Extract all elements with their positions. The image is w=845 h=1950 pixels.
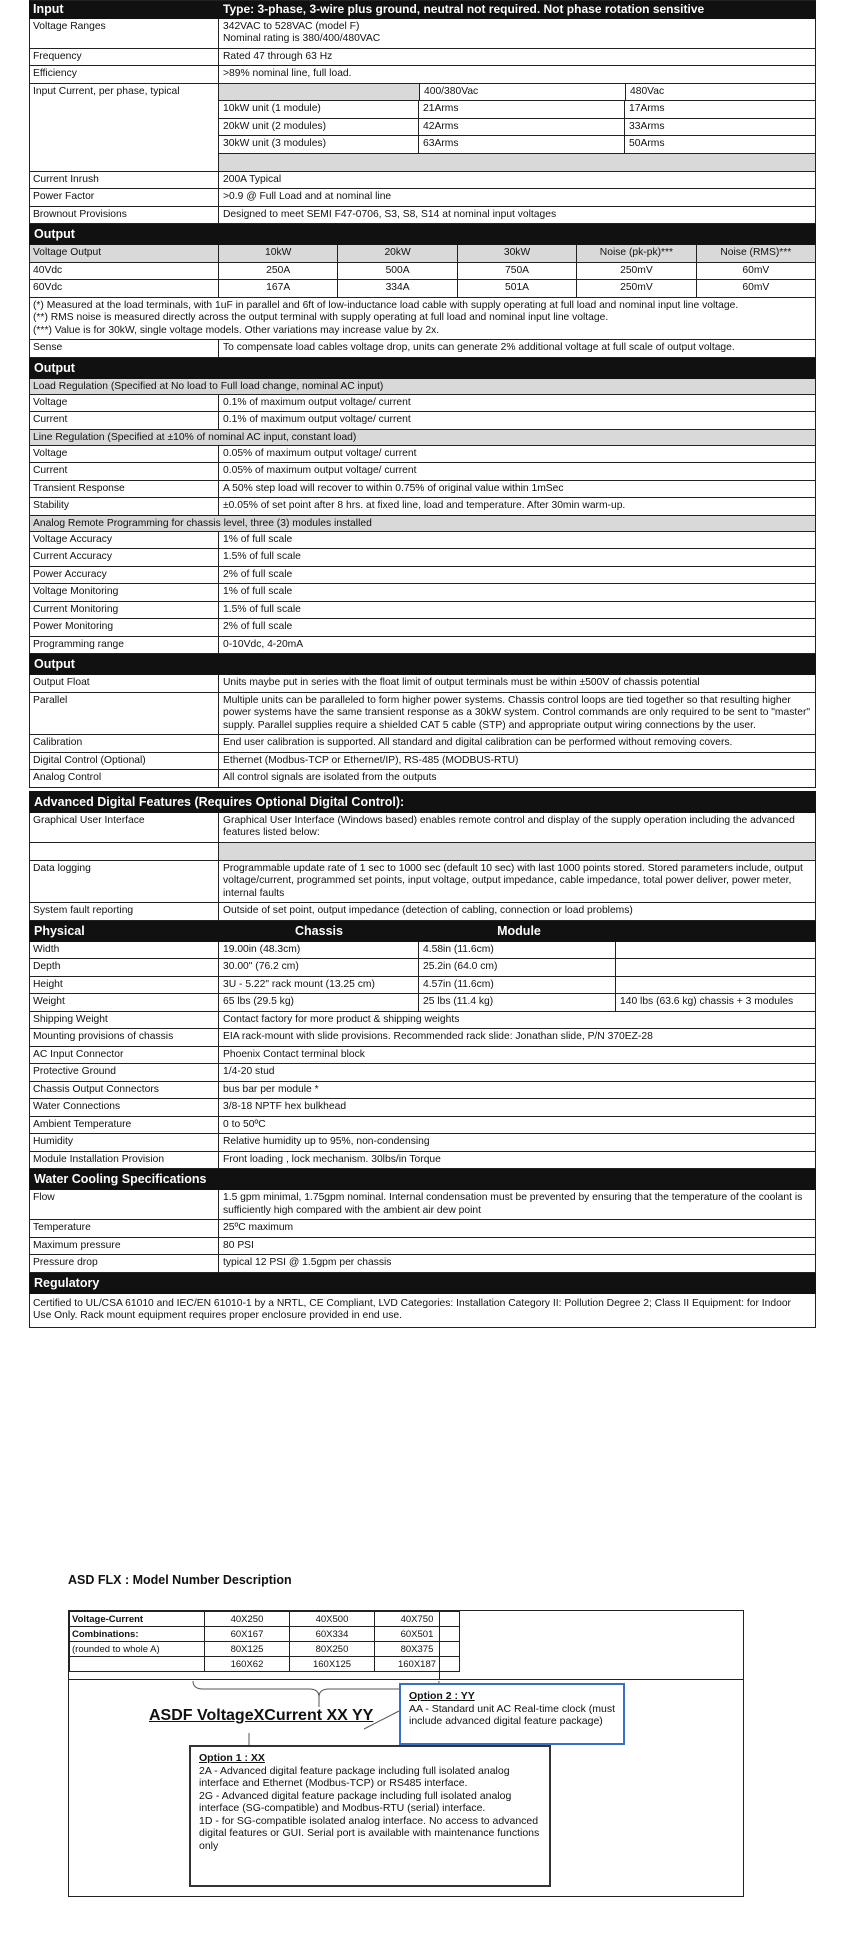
row-label: Input Current, per phase, typical <box>30 84 219 171</box>
spec-row: Calibration End user calibration is supported. All standard and digital calibration can be performed without removing covers. <box>29 735 816 753</box>
spec-row: Transient Response A 50% step load will recover to within 0.75% of original value within 1mSec <box>29 481 816 499</box>
spec-row: Voltage 0.1% of maximum output voltage/ current <box>29 395 816 413</box>
spec-row: Digital Control (Optional) Ethernet (Modbus-TCP or Ethernet/IP), RS-485 (MODBUS-RTU) <box>29 753 816 771</box>
physical-row: Weight 65 lbs (29.5 kg) 25 lbs (11.4 kg) 140 lbs (63.6 kg) chassis + 3 modules <box>29 994 816 1012</box>
row-value: >89% nominal line, full load. <box>223 68 352 79</box>
load-regulation-subheader: Load Regulation (Specified at No load to Full load change, nominal AC input) <box>29 379 816 395</box>
spec-row: Output Float Units maybe put in series with the float limit of output terminals must be within ±500V of chassis potential <box>29 675 816 693</box>
row-label: Efficiency <box>30 66 219 83</box>
spec-row: Flow 1.5 gpm minimal, 1.75gpm nominal. Internal condensation must be prevented by ensuring that the temperature of the coolant is sufficiently high compared with the ambient air dew point <box>29 1190 816 1220</box>
option2-box <box>399 1683 625 1745</box>
row-label: Brownout Provisions <box>30 207 219 224</box>
spec-row: Graphical User Interface Graphical User Interface (Windows based) enables remote control and display of the supply operation including the advanced features listed below: <box>29 813 816 843</box>
spec-row: Water Connections 3/8-18 NPTF hex bulkhead <box>29 1099 816 1117</box>
combination-grid: Voltage-Current 40X250 40X500 40X750 Combinations: 60X167 60X334 60X501 (rounded to whole A) 80X125 80X250 80X375 160X62 160X125 160X187 <box>69 1611 460 1672</box>
part-number: ASDF VoltageXCurrent XX YY <box>149 1707 374 1724</box>
spec-row: Chassis Output Connectors bus bar per module * <box>29 1082 816 1100</box>
spec-row: Voltage Monitoring 1% of full scale <box>29 584 816 602</box>
option1-line: 1D - for SG-compatible isolated analog interface. No access to advanced digital features or GUI. Serial port is available with maintenance functions only <box>199 1814 540 1852</box>
input-header <box>29 0 816 19</box>
col-header: 20kW <box>338 245 457 262</box>
row-value: Designed to meet SEMI F47-0706, S3, S8, S14 at nominal input voltages <box>223 208 557 220</box>
current-row: 10kW unit (1 module) 21Arms 17Arms <box>219 101 815 119</box>
regulatory-text: Certified to UL/CSA 61010 and IEC/EN 61010-1 by a NRTL, CE Compliant, LVD Categories: Installation Category II: Pollution Degree 2; Class II Equipment: for Indoor Use Only. Rack mount equipment requires proper enclosure provided in end use. <box>29 1294 816 1328</box>
brownout-row <box>29 207 816 225</box>
spec-row: Parallel Multiple units can be paralleled to form higher power systems. Chassis control loops are tied together so that resulting higher power systems have the same transient response as a 30kW system. Control commands are only required to be sent to "master" supply. Parallel supplies require a shielded CAT 5 cable (STP) and appropriate output wiring connections by the user. <box>29 693 816 736</box>
spec-row: Power Monitoring 2% of full scale <box>29 619 816 637</box>
row-label: Voltage Output <box>30 245 219 262</box>
spec-row: Stability ±0.05% of set point after 8 hrs. at fixed line, load and temperature. After 30min warm-up. <box>29 498 816 516</box>
spec-row: Current 0.05% of maximum output voltage/ current <box>29 463 816 481</box>
row-value: To compensate load cables voltage drop, units can generate 2% additional voltage at full scale of output voltage. <box>223 342 735 353</box>
physical-row: Depth 30.00" (76.2 cm) 25.2in (64.0 cm) <box>29 959 816 977</box>
input-type: Type: 3-phase, 3-wire plus ground, neutral not required. Not phase rotation sensitive <box>223 2 705 16</box>
option1-title: Option 1 : XX <box>199 1752 265 1764</box>
spec-row: Shipping Weight Contact factory for more product & shipping weights <box>29 1012 816 1030</box>
current-row: 30kW unit (3 modules) 63Arms 50Arms <box>219 136 815 154</box>
row-label: Sense <box>30 340 219 357</box>
current-row: 20kW unit (2 modules) 42Arms 33Arms <box>219 119 815 137</box>
vc-label: Voltage-Current <box>70 1612 205 1627</box>
regulatory-title: Regulatory <box>29 1273 816 1294</box>
spec-row: Temperature 25ºC maximum <box>29 1220 816 1238</box>
physical-row: Height 3U - 5.22" rack mount (13.25 cm) 4.57in (11.6cm) <box>29 977 816 995</box>
spec-row: System fault reporting Outside of set point, output impedance (detection of cabling, connection or load problems) <box>29 903 816 921</box>
output-notes: (*) Measured at the load terminals, with 1uF in parallel and 6ft of low-inductance load cable with supply operating at full load and nominal input line voltage. (**) RMS noise is measured directly across the output terminal with supply operating at full load and nominal input line voltage. (***) Value is for 30kW, single voltage models. Other variations may increase value by 2x. <box>29 298 816 341</box>
input-current-table <box>219 84 815 171</box>
analog-programming-subheader: Analog Remote Programming for chassis level, three (3) modules installed <box>29 516 816 532</box>
physical-header <box>29 921 816 942</box>
spec-row: Ambient Temperature 0 to 50ºC <box>29 1117 816 1135</box>
spec-row: Current Accuracy 1.5% of full scale <box>29 549 816 567</box>
row-value: Rated 47 through 63 Hz <box>223 50 333 62</box>
spec-row: Data logging Programmable update rate of 1 sec to 1000 sec (default 10 sec) with last 1000 points stored. Stored parameters include, output voltage/current, programmed set points, input voltage, output impedance, cable impedance, total power deliver, power meter, internal faults <box>29 861 816 904</box>
spec-row: Module Installation Provision Front loading , lock mechanism. 30lbs/in Torque <box>29 1152 816 1170</box>
spec-sheet <box>29 0 816 1328</box>
option1-line: 2G - Advanced digital feature package including full isolated analog interface (SG-compatible) and Modbus-RTU (serial) interface. <box>199 1789 512 1814</box>
physical-row: Width 19.00in (48.3cm) 4.58in (11.6cm) <box>29 942 816 960</box>
module-header: Module <box>497 923 541 938</box>
output-section-title: Output <box>29 358 816 379</box>
efficiency-row <box>29 66 816 84</box>
option1-box <box>189 1745 551 1887</box>
spec-row: Analog Control All control signals are isolated from the outputs <box>29 770 816 788</box>
voltage-output-header <box>29 245 816 263</box>
model-title: ASD FLX : Model Number Description <box>68 1573 292 1587</box>
advanced-section-title: Advanced Digital Features (Requires Optional Digital Control): <box>29 791 816 813</box>
row-label: Current Inrush <box>30 172 219 189</box>
row-label: Power Factor <box>30 189 219 206</box>
option1-line: 2A - Advanced digital feature package including full isolated analog interface and Ethernet (Modbus-TCP) or RS485 interface. <box>199 1764 510 1789</box>
power-factor-row <box>29 189 816 207</box>
model-diagram <box>68 1610 744 1897</box>
row-label: Voltage Ranges <box>30 19 219 48</box>
row-value: 342VAC to 528VAC (model F) Nominal rating is 380/400/480VAC <box>223 20 381 44</box>
line-regulation-subheader: Line Regulation (Specified at ±10% of nominal AC input, constant load) <box>29 430 816 446</box>
sense-row <box>29 340 816 358</box>
chassis-header: Chassis <box>295 923 343 938</box>
input-title: Input <box>33 2 64 16</box>
spec-row: Mounting provisions of chassis EIA rack-mount with slide provisions. Recommended rack slide: Jonathan slide, P/N 370EZ-28 <box>29 1029 816 1047</box>
blank-row <box>29 843 816 861</box>
spec-row: Voltage 0.05% of maximum output voltage/ current <box>29 446 816 464</box>
spec-row: Pressure drop typical 12 PSI @ 1.5gpm per chassis <box>29 1255 816 1273</box>
vc-label: Combinations: <box>70 1627 205 1642</box>
col-header: Noise (pk-pk)*** <box>577 245 696 262</box>
spec-row: Humidity Relative humidity up to 95%, non-condensing <box>29 1134 816 1152</box>
output-section-title: Output <box>29 224 816 245</box>
spec-row: AC Input Connector Phoenix Contact terminal block <box>29 1047 816 1065</box>
option2-text: AA - Standard unit AC Real-time clock (must include advanced digital feature package) <box>409 1702 615 1727</box>
frequency-row <box>29 49 816 67</box>
col-header: 400/380Vac <box>420 84 626 101</box>
spec-row: Current 0.1% of maximum output voltage/ current <box>29 412 816 430</box>
col-header: 30kW <box>458 245 577 262</box>
vc-label: (rounded to whole A) <box>70 1642 205 1657</box>
col-header: 480Vac <box>630 85 665 97</box>
row-value: 200A Typical <box>223 173 282 185</box>
water-cooling-title: Water Cooling Specifications <box>29 1169 816 1190</box>
physical-title: Physical <box>34 923 85 938</box>
row-label: 40Vdc <box>30 263 219 280</box>
input-current-row <box>29 84 816 172</box>
col-header: 10kW <box>219 245 338 262</box>
spec-row: Maximum pressure 80 PSI <box>29 1238 816 1256</box>
inrush-row <box>29 172 816 190</box>
spec-row: Power Accuracy 2% of full scale <box>29 567 816 585</box>
row-label: 60Vdc <box>30 280 219 297</box>
spec-row: Protective Ground 1/4-20 stud <box>29 1064 816 1082</box>
spec-row: Voltage Accuracy 1% of full scale <box>29 532 816 550</box>
output-row-60vdc: 60Vdc 167A 334A 501A 250mV 60mV <box>29 280 816 298</box>
row-value: >0.9 @ Full Load and at nominal line <box>223 191 392 202</box>
option2-title: Option 2 : YY <box>409 1690 475 1702</box>
row-label: Frequency <box>30 49 219 66</box>
output-row-40vdc: 40Vdc 250A 500A 750A 250mV 60mV <box>29 263 816 281</box>
output-section-title: Output <box>29 654 816 675</box>
spec-row: Current Monitoring 1.5% of full scale <box>29 602 816 620</box>
voltage-ranges-row <box>29 19 816 49</box>
spec-row: Programming range 0-10Vdc, 4-20mA <box>29 637 816 655</box>
col-header: Noise (RMS)*** <box>720 247 792 258</box>
